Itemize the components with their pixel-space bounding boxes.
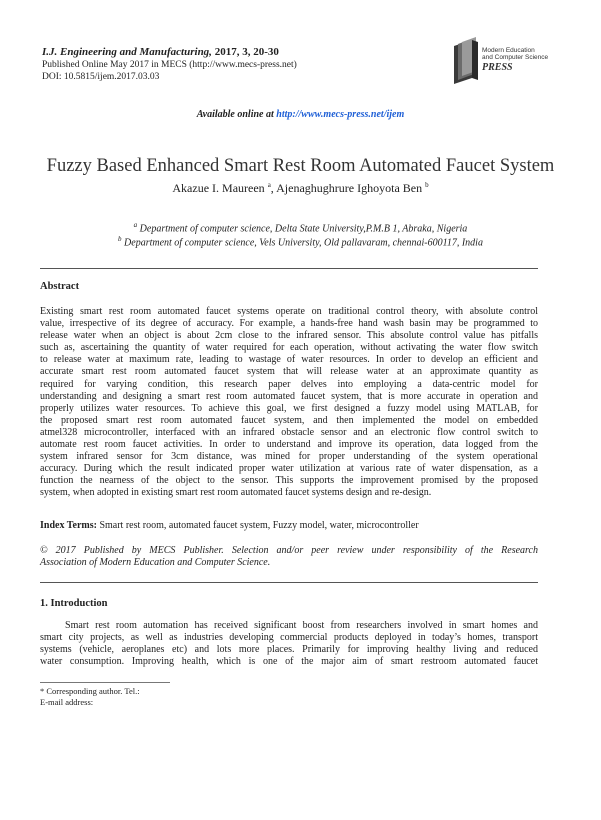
author-1-affiliation-mark: a xyxy=(267,181,271,189)
author-2-affiliation-mark: b xyxy=(425,181,429,189)
journal-name: I.J. Engineering and Manufacturing, xyxy=(42,46,212,58)
abstract-line: release water when an object is about 2cm close to the infrared sensor. This absolute control value has pitfalls xyxy=(40,330,538,342)
published-online-line: Published Online May 2017 in MECS (http://www.mecs-press.net) xyxy=(42,60,297,70)
journal-issue: 2017, 3, 20-30 xyxy=(211,46,279,58)
introduction-line: smart city projects, as well as industries developing commercial products deployed in today’s homes, transport xyxy=(40,632,538,644)
availability-prefix: Available online at xyxy=(196,109,277,120)
introduction-line: systems (vehicle, aeroplanes etc) and lots more places. Primarily for improving healthy living and reduced xyxy=(40,644,538,656)
affiliation-2-mark: b xyxy=(118,235,122,243)
abstract-line: the proposed smart rest room automated faucet system, and then implemented the model on embedded xyxy=(40,414,538,426)
abstract-line: atmel328 microcontroller, interfaced with an infrared obstacle sensor and an electronic flow control switch to xyxy=(40,426,538,438)
abstract-heading: Abstract xyxy=(40,281,80,292)
author-1: Akazue I. Maureen xyxy=(172,181,265,195)
index-terms-label: Index Terms: xyxy=(40,520,97,531)
abstract-line: Existing smart rest room automated faucet systems operate on traditional control theory, with absolute control xyxy=(40,306,538,317)
abstract-body xyxy=(40,306,538,500)
email-note: E-mail address: xyxy=(40,697,94,707)
journal-citation xyxy=(42,46,279,58)
abstract-line: accuracy. During which the result indicated proper water utilization at various rate of water dispensation, as a xyxy=(40,463,538,475)
index-terms xyxy=(40,520,419,531)
copyright-line: Association of Modern Education and Computer Science. xyxy=(40,557,271,569)
abstract-line: to release water at maximum rate, leading to wastage of water resources. In order to develop an efficient and xyxy=(40,354,538,366)
doi-line: DOI: 10.5815/ijem.2017.03.03 xyxy=(42,72,160,82)
affiliation-2-text: Department of computer science, Vels University, Old pallavaram, chennai-600117, India xyxy=(121,237,483,249)
publisher-logo xyxy=(450,36,560,86)
affiliation-1 xyxy=(0,221,601,234)
introduction-heading: 1. Introduction xyxy=(40,598,108,609)
abstract-line: properly utilizes water resources. To achieve this goal, we first designed a fuzzy model using MATLAB, for xyxy=(40,402,538,414)
abstract-line: value, irrespective of its degree of accuracy. For example, a hands-free hand wash basin may be programmed to xyxy=(40,318,538,330)
abstract-line: system, when adopted in existing smart rest room automated faucet systems design and re-design. xyxy=(40,487,432,499)
copyright-notice xyxy=(40,545,538,569)
abstract-line: system infrared sensor for 3cm distance, was mined for proper understanding of the system operational xyxy=(40,451,538,463)
divider-top xyxy=(40,268,538,269)
abstract-line: accurate smart rest room automated faucet system that will release water at an approximate quantity as xyxy=(40,366,538,378)
divider-middle xyxy=(40,582,538,583)
affiliation-1-mark: a xyxy=(133,221,138,229)
logo-line-2: and Computer Science xyxy=(482,54,549,61)
abstract-line: automate rest room faucet activities. In order to understand and improve its operation, data logged from the xyxy=(40,439,538,451)
introduction-body xyxy=(40,620,538,668)
footnote-divider xyxy=(40,682,170,683)
paper-title: Fuzzy Based Enhanced Smart Rest Room Automated Faucet System xyxy=(46,156,555,176)
introduction-line: Smart rest room automation has received significant boost from researchers involved in smart homes and xyxy=(40,620,538,631)
index-terms-text: Smart rest room, automated faucet system, Fuzzy model, water, microcontroller xyxy=(96,520,419,531)
journal-url-link[interactable]: http://www.mecs-press.net/ijem xyxy=(276,109,405,120)
availability-line xyxy=(0,109,601,120)
abstract-line: required for varying condition, this research paper delves into employing a data-centric model for xyxy=(40,378,538,390)
author-list xyxy=(0,181,601,196)
logo-line-3: PRESS xyxy=(482,62,513,73)
introduction-line: water consumption. Improving health, which is one of the major aim of smart restroom automated faucet xyxy=(40,656,538,668)
book-icon xyxy=(450,36,560,86)
affiliation-2 xyxy=(0,235,601,248)
affiliation-1-text: Department of computer science, Delta State University,P.M.B 1, Abraka, Nigeria xyxy=(137,223,468,235)
abstract-line: such as, ascertaining the quantity of water required for each operation, without activating the water flow switch xyxy=(40,342,538,354)
copyright-line: © 2017 Published by MECS Publisher. Selection and/or peer review under responsibility of the Research xyxy=(40,545,538,556)
abstract-line: function the nearness of the object to the sensor. This supports the improvement promised by the proposed xyxy=(40,475,538,487)
author-separator: , xyxy=(270,181,277,195)
corresponding-author-note: * Corresponding author. Tel.: xyxy=(40,686,140,696)
logo-line-1: Modern Education xyxy=(482,47,535,54)
author-2: Ajenaghughrure Ighoyota Ben xyxy=(276,181,423,195)
abstract-line: understanding and designing a smart rest room automated faucet system, that is more accurate in operation and xyxy=(40,390,538,402)
